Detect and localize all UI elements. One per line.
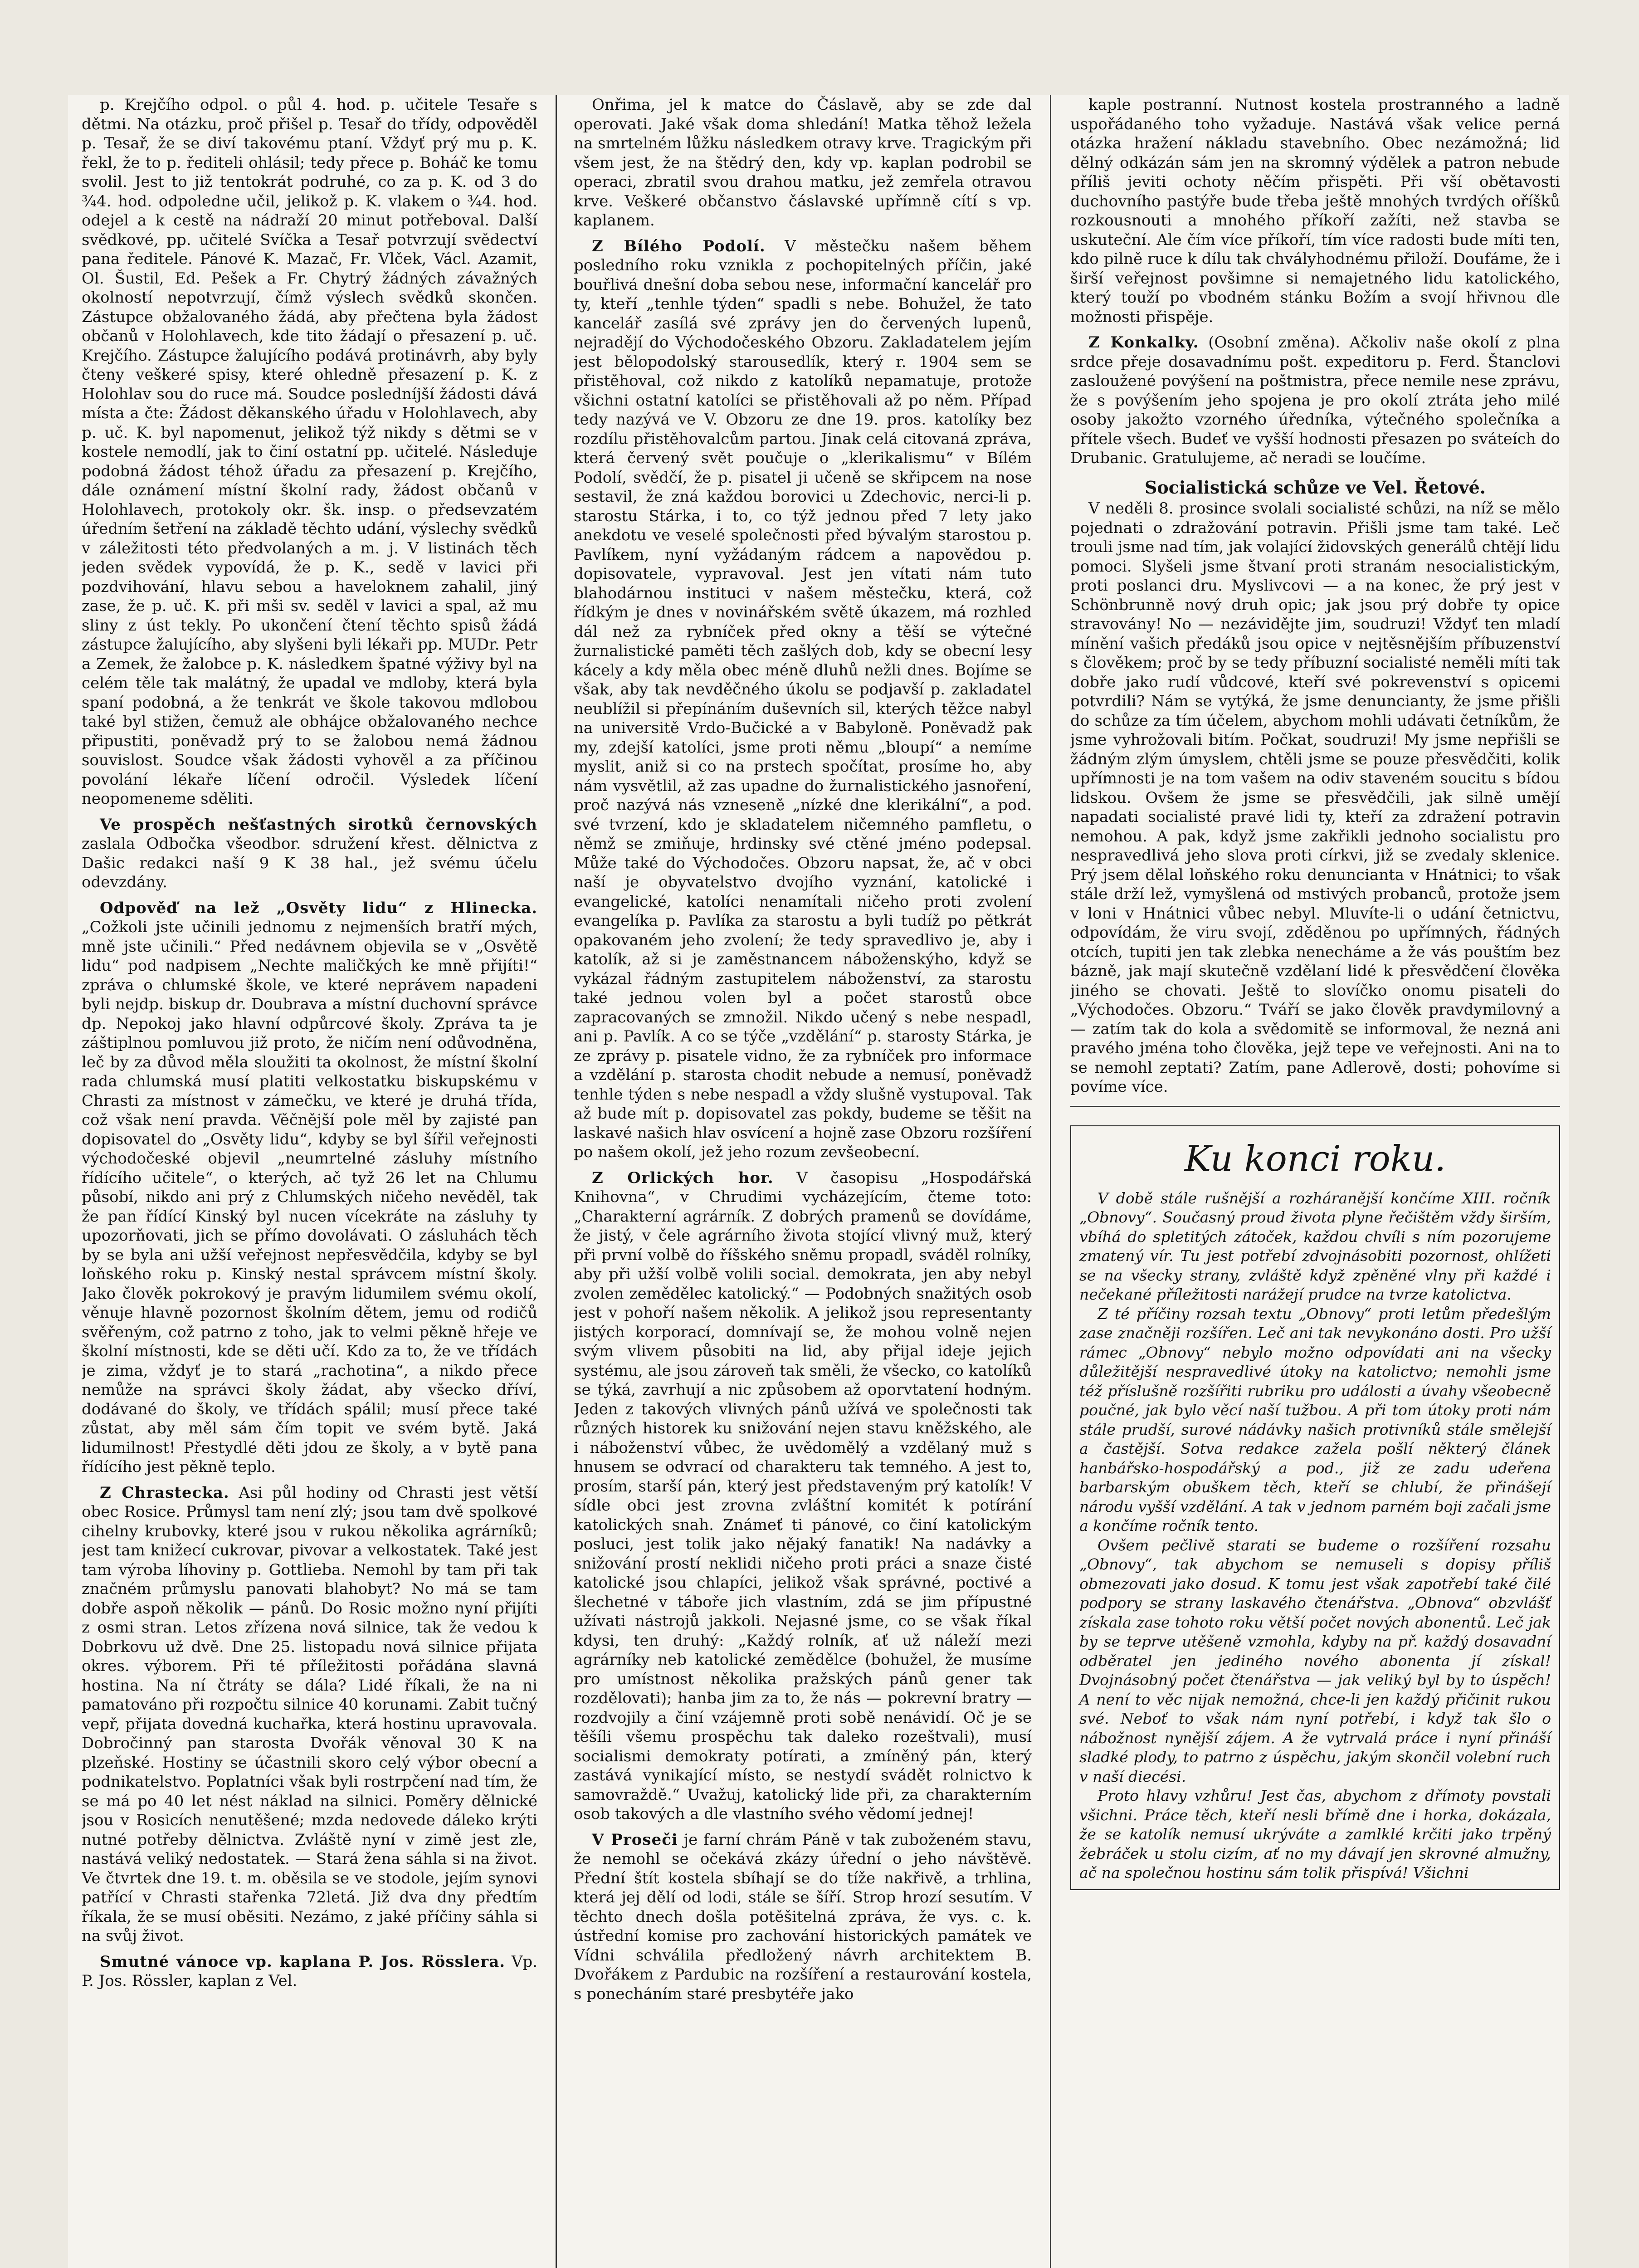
editorial-paragraph: Proto hlavy vzhůru! Jest čas, abychom z dřímoty povstali všichni. Práce těch, kteří nesli břímě dne i horka, dokázala, že se katolík nemusí ukrýváte a zamlklé krčiti jako trpěný žebráček u stolu cizím, ať no my dávají jen skrovné almužny, ač na společnou hostinu sám tolik přispívá! Všichni <box>1079 1787 1551 1882</box>
column-divider-1 <box>556 95 557 2268</box>
editorial-paragraph: Ovšem pečlivě starati se budeme o rozšíření rozsahu „Obnovy“, tak abychom se nemuseli s dopisy příliš obmezovati jako dosud. K tomu jest však zapotřebí také čilé podpory se strany laskavého čtenářstva. „Obnova“ obzvlášť získala zase tohoto roku větší počet nových abonentů. Leč jak by se teprve utěšeně vzmohla, kdyby na př. každý dosavadní odběratel jen jediného nového abonenta jí získal! Dvojnásobný počet čtenářstva — jak veliký byl by to úspěch! A není to věc nijak nemožná, chce-li jen každý přičinit rukou své. Neboť to však nám nyní potřebí, i když tak šlo o nábožnost nynější zájem. A že vytrvalá práce i nyní přináší sladké plody, to patrno z úspěchu, jakým skončil volební ruch v naší diecési. <box>1079 1536 1551 1785</box>
article-paragraph <box>82 815 537 892</box>
article-paragraph <box>1070 333 1560 468</box>
article-paragraph <box>574 1168 1032 1824</box>
article-paragraph: Onřima, jel k matce do Čáslavě, aby se zde dal operovati. Jaké však doma shledání! Matka těhož ležela na smrtelném lůžku následkem otravy krve. Tragickým při všem jest, že na štědrý den, kdy vp. kaplan podrobil se operaci, zbratil svou drahou matku, jež zemřela otravou krve. Veškeré občanstvo čáslavské upřímně cítí s vp. kaplanem. <box>574 96 1032 230</box>
editorial-box <box>1070 1125 1560 1890</box>
column-divider-2 <box>1050 95 1051 2268</box>
article-paragraph: p. Krejčího odpol. o půl 4. hod. p. učitele Tesaře s dětmi. Na otázku, proč přišel p. Tesař do třídy, odpověděl p. Tesař, že se diví takovému ptaní. Vždyť prý mu p. K. řekl, že to p. řediteli ohlásil; tedy přece p. Boháč ke tomu svolil. Jest to již tentokrát podruhé, co za p. K. od 3 do ¾4. hod. odpoledne učil, jelikož p. K. vlakem o ¾4. hod. odejel a k cestě na nádraží 20 minut potřeboval. Další svědkové, pp. učitelé Svíčka a Tesař potvrzují svědectví pana ředitele. Pánové K. Mazač, Fr. Vlček, Václ. Azamit, Ol. Šustil, Ed. Pešek a Fr. Chytrý žádných závažných okolností nepotvrzují, čímž výslech svědků skončen. Zástupce obžalovaného žádá, aby přečtena byla žádost občanů v Holohlavech, kde tito žádají o přesazení p. uč. Krejčího. Zástupce žalujícího podává protinávrh, aby byly čteny veškeré spisy, které ohledně přesazení p. K. z Holohlav sou do ruce má. Soudce posledníjší žádosti dává místa a čte: Žádost děkanského úřadu v Holohlavech, aby p. uč. K. byl napomenut, jelikož týž nikdy s dětmi se v kostele nemodlí, jak to činí ostatní pp. učitelé. Následuje podobná žádost téhož úřadu za přesazení p. Krejčího, dále oznámení místní školní rady, žádost občanů v Holohlavech, protokoly okr. šk. insp. o předsevzatém úředním šetření na základě těchto udání, výslechy svědků v záležitosti této předvolaných a m. j. V listinách těch jeden svědek vypovídá, že p. K., sedě v lavici při pozdvihování, hlavu sebou a haveloknem zahalil, jiný zase, že p. uč. K. při mši sv. seděl v lavici a spal, až mu sliny z úst tekly. Po ukončení čtení těchto spisů žádá zástupce žalujícího, aby slyšeni byli lékaři pp. MUDr. Petr a Zemek, že žalobce p. K. následkem špatné výživy byl na celém těle tak malátný, že upadal ve mdloby, která byla spaní podobná, a že tenkrát ve škole takovou mdlobou také byl stižen, čemuž ale obhájce obžalovaného nechce připustiti, poněvadž prý to se žalobou nemá žádnou souvislost. Soudce však žádosti vyhověl a za příčinou povolání lékaře líčení odročil. Výsledek líčení neopomeneme sděliti. <box>82 96 537 808</box>
article-paragraph: kaple postranní. Nutnost kostela prostranného a ladně uspořádaného toho vyžaduje. Nastává však velice perná otázka hražení nákladu stavebního. Obec nezámožná; lid dělný odkázán sám jen na skromný výdělek a patron nebude příliš jeviti ochoty něčím přispěti. Při vší obětavosti duchovního pastýře bude třeba ještě mnohých tvrdých oříšků rozkousnouti a mnohého příkoří zažíti, než stavba se uskuteční. Ale čím více příkoří, tím více radosti bude míti ten, kdo pilně ruce k dílu tak chvályhodnému přiloží. Doufáme, že i širší veřejnost povšimne si nemajetného lidu katolického, který touží po vbodném stánku Božím a svojí hřivnou dle možnosti přispěje. <box>1070 96 1560 326</box>
column-right <box>1070 95 1560 2268</box>
article-headline: Z Bílého Podolí. <box>592 237 766 255</box>
article-headline: Odpověď na lež „Osvěty lidu“ z Hlinecka. <box>100 899 537 917</box>
article-text: V městečku našem během posledního roku vznikla z pochopitelných příčin, jaké bouřlivá dnešní doba sebou nese, informační kancelář pro ty, kteří „tenhle týden“ spadli s nebe. Bohužel, že tato kancelář zasílá své zprávy jen do červených lupenů, nejradějí do Východočeského Obzoru. Zakladatelem jejím jest bělopodolský starousedlík, který r. 1904 sem se přistěhoval, což nikdo z katolíků nepamatuje, protože všichni ostatní katolíci se přistěhovali až po něm. Případ tedy nazývá ve V. Obzoru ze dne 19. pros. katolíky bez rozdílu přistěhovalcům partou. Jinak celá citovaná zpráva, která červený svět poučuje o „klerikalismu“ v Bílém Podolí, svědčí, že p. pisatel ji učeně se skřipcem na nose sestavil, že zná každou borovici u Zdechovic, nerci-li p. starostu Stárka, i to, co týž jednou před 7 lety jako anekdotu ve veselé společnosti před bývalým starostou p. Pavlíkem, nyní vyžádaným rádcem a napovědou p. dopisovatele, vypravoval. Jest jen vítati nám tuto blahodárnou instituci v našem městečku, která, což řídkým je dnes v novinářském světě úkazem, má rozhled dál než za rybníček před okny a těší se výtečné žurnalistické paměti těch zašlých dob, kdy se obecní lesy kácely a kdy měla obec méně dluhů nežli dnes. Bojíme se však, aby tak nevděčného úkolu se podjavší p. zakladatel neublížil si přepínáním duševních sil, kterých těžce nabyl na universitě Vrdo-Bučické a v Babyloně. Poněvadž pak my, zdejší katolíci, jsme proti němu „bloupí“ a nemíme myslit, aniž si co na prstech spočítat, prosíme ho, aby nám vysvětlil, až zas upadne do žurnalistického jasnoření, proč nazývá nás vzneseně „nízké dne klerikální“, a pod. své tvrzení, kdo je skladatelem ničemného pamfletu, o němž se zmiňuje, hrdinsky své ctěné jméno podepsal. Může také do Východočes. Obzoru napsat, že, ač v obci naší je obyvatelstvo dvojího vyznání, katolické i evangelické, katolíci nenamítali ničeho proti zvolení evangelíka p. Pavlíka za starostu a byli tudíž po pětkrát opakovaném jeho zvolení; že tedy spravedlivo je, aby i katolík, až si je zaměstnancem náboženskýho, když se vykázal řádným zastupitelem náboženství, za starostu také jednou volen byl a počet starostů obce zapracovaných se zmnožil. Nikdo učený s nebe nespadl, ani p. Pavlík. A co se týče „vzdělání“ p. starosty Stárka, je ze zprávy p. pisatele vidno, že za rybníček pro informace a vzdělání p. starosta chodit nebude a nemusí, poněvadž tenhle týden s nebe nespadl a vždy slušně vystupoval. Tak až bude mít p. dopisovatel zas pokdy, budeme se těšit na laskavé našich hlav osvícení a hojně zase Obzoru rozšíření po našem okolí, jež jeho rozum zevšeobecní. <box>574 237 1032 1161</box>
section-rule <box>1070 1106 1560 1107</box>
article-headline: Ve prospěch nešťastných sirotků černovských <box>100 815 537 834</box>
article-text: Vp. P. Jos. Rössler, kaplan z Vel. <box>82 1952 537 1990</box>
article-headline: Socialistická schůze ve Vel. Řetové. <box>1144 477 1486 498</box>
article-text: V časopisu „Hospodářská Knihovna“, v Chrudimi vycházejícím, čteme toto: „Charakterní agrárník. Z dobrých pramenů se dovídáme, že jistý, v čele agrárního života stojící vlivný muž, který při první volbě do říšského sněmu propadl, sváděl rolníky, aby při užší volbě volili social. demokrata, jen aby nebyl zvolen zemědělec katolický.“ — Podobných snažitých osob jest v pohoří našem několik. A jelikož jsou representanty jistých korporací, domnívají se, že mohou volně nejen svým vlivem působiti na lid, aby přijal ideje jejich systému, ale jsou zároveň tak směli, že všecko, co katolíků se týká, zavrhují a nic způsobem až oporvtatení hodným. Jeden z takových vlivných pánů užívá ve společnosti tak různých historek ku snižování nejen stavu kněžského, ale i náboženství vůbec, že uvědomělý a vzdělaný muž s hnusem se odvrací od charakteru tak temného. A jest to, prosím, starší pán, který jest představeným prý katolík! V sídle obci jest zrovna zvláštní komitét k potírání katolických snah. Známeť ti pánové, co činí katolickým posluci, jest tolik jako nějaký fanatik! Na nadávky a snižování prostí neklidi ničeho proti práci a snaze čisté katolické jsou chlapíci, jelikož však správné, poctivé a šlechetné v táboře jich vlastním, zdá se jim přípustné užívati nástrojů jakkoli. Nejasné jsme, co se však říkal kdysi, ten druhý: „Každý rolník, ať už náleží mezi agrárníky neb katolické zemědělce (bohužel, že musíme pro umístnost několika pražských pánů gener tak rozdělovati); hanba jim za to, že nás — pokrevní bratry — rozdvojily a činí vzájemně proti sobě nenávidí. Oč je se těšíli všemu prospěchu tak daleko rozeštvali), musí socialismi demokraty potírati, a zmíněný pán, který zastává vynikající místo, se nestydí svádět rolnictvo k samovraždě.“ Uvažuj, katolický lide při, za charakterním osob takových a dle vlastního svého vědomí jednej! <box>574 1168 1032 1823</box>
article-text: „Cožkoli jste učinili jednomu z nejmenších bratří mých, mně jste učinili.“ Před nedávnem objevila se v „Osvětě lidu“ pod nadpisem „Nechte maličkých ke mně přijíti!“ zpráva o chlumské škole, ve které neprávem napadeni byli nejdp. biskup dr. Doubrava a místní duchovní správce dp. Nepokoj jako hlavní odpůrcové školy. Zpráva ta je záštiplnou pomluvou již proto, že ničím není odůvodněna, leč by za důvod měla sloužiti ta okolnost, že místní školní rada chlumská musí platiti velkostatku biskupskému v Chrasti za místnost v zámečku, ve které je druhá třída, což však není pravda. Věčnější pole měl by zajisté pan dopisovatel do „Osvěty lidu“, kdyby se byl šířil veřejnosti východočeské objevil „neumrtelné zásluhy místního řídícího učitele“, o kterých, ač tyž 26 let na Chlumu působí, nikdo ani prý z Chlumských ničeho nevěděl, tak že pan řídící Kinský byl nucen vícekráte na zásluhy ty upozorňovati, jich se přímo dovolávati. O zásluhách těch by se byla ani užší veřejnost nepřesvědčila, kdyby se byl loňského roku p. Kinský nestal správcem místní školy. Jako člověk pokrokový je pravým lidumilem svému okolí, věnuje hlavně pozornost školním dětem, jemu od rodičů svěřeným, což patrno z toho, jak to velmi pěkně hřeje ve školní místnosti, kde se děti učí. Kdo za to, že ve třídách je zima, vždyť je to stará „rachotina“, a nikdo přece nemůže na správci školy žádat, aby všecko dříví, dodávané do školy, ve třídách spálil; musí přece také zůstat, aby měl sám čím topit ve svém bytě. Jaká lidumilnost! Přestydlé děti jdou ze školy, a v bytě pana řídícího jest pěkně teplo. <box>82 918 537 1476</box>
editorial-paragraph: V době stále rušnější a rozháranější končíme XIII. ročník „Obnovy“. Současný proud života plyne řečištěm vždy širším, vbíhá do spletitých zátoček, každou chvíli s ním pozorujeme zmatený vír. Tu jest potřebí zdvojnásobiti pozornost, ohlížeti se na všecky strany, zvláště když zpěněné vlny při každé i nečekané příležitosti narážejí prudce na tvrze katolictva. <box>1079 1189 1551 1303</box>
article-paragraph <box>574 237 1032 1162</box>
article-paragraph <box>574 1830 1032 2004</box>
article-text: zaslala Odbočka všeodbor. sdružení křest. dělnictva z Dašic redakci naší 9 K 38 hal., jež svému účelu odevzdány. <box>82 835 537 891</box>
editorial-title: Ku konci roku. <box>1184 1138 1446 1179</box>
article-paragraph <box>82 1483 537 1946</box>
article-text: Asi půl hodiny od Chrasti jest větší obec Rosice. Průmysl tam není zlý; jsou tam dvě spolkové cihelny krubovky, které jsou v rukou několika agrárníků; jest tam knižecí cukrovar, pivovar a velkostatek. Také jest tam výroba líhoviny p. Gottlieba. Nemohl by tam při tak značném průmyslu panovati blahobyt? No má se tam dobře aspoň několik — pánů. Do Rosic možno nyní přijíti z osmi stran. Letos zřízena nová silnice, tak že vedou k Dobrkovu už dvě. Dne 25. listopadu nová silnice přijata okres. výborem. Při té příležitosti pořádána slavná hostina. Na ní čtráty se dála? Lidé říkali, že na ni pamatováno při rozpočtu silnice 40 korunami. Zabit tučný vepř, přijata dovedná kuchařka, která hostinu upravovala. Dobročinný pan starosta Dvořák věnoval 30 K na plzeňské. Hostiny se účastnili skoro celý výbor obecní a podnikatelstvo. Poplatníci však byli rostrpčení nad tím, že se má po 40 let nést náklad na silnici. Poměry dělnické jsou v Rosicích nenutěšené; mzda nedovede dáleko krýti nutné potřeby dělnictva. Zvláště nyní v zimě jest zle, nastává veliký nedostatek. — Stará žena sáhla si na život. Ve čtvrtek dne 19. t. m. oběsila se ve stodole, jejím synovi patřící v Chrasti stařenka 72letá. Již dva dny předtím říkala, že se musí oběsiti. Nezámo, z jaké příčiny sáhla si na svůj život. <box>82 1483 537 1945</box>
article-paragraph <box>82 1952 537 1991</box>
article-headline: Z Orlických hor. <box>592 1168 774 1187</box>
article-headline: Z Konkalky. <box>1088 333 1199 352</box>
article-headline: Z Chrastecka. <box>100 1483 229 1502</box>
article-paragraph: V neděli 8. prosince svolali socialisté schůzi, na níž se mělo pojednati o zdražování potravin. Přišli jsme tam také. Leč trouli jsme nad tím, jak volající židovských generálů chtějí lidu pomoci. Slyšeli jsme štvaní proti stranám nesocialistickým, proti poslanci dru. Myslivcovi — a na konec, že prý jest v Schönbrunně nový druh opic; jak jsou prý dobře ty opice stravovány! No — nezávidějte jim, soudruzi! Vždyť ten mladí mínění vašich předáků jsou opice v nejtěsnějším příbuzenství s člověkem; proč by se tedy příbuzní socialisté neměli míti tak dobře jako rudí vůdcové, kteří své pokrevenství s opicemi potvrdili? Nám se vytýká, že jsme denuncianty, že jsme přišli do schůze za tím účelem, abychom mohli udávati četníkům, že jsme vyhrožovali bitím. Počkat, soudruzi! My jsme nepřišli se žádným zlým úmyslem, chtěli jsme se pouze přesvědčiti, kolik upřímnosti je na tom vašem na odiv staveném soucitu s bídou lidskou. Ovšem že jsme se přesvědčili, jak silně umějí napadati socialisté pravé lidi ty, kteří za zdražení potravin nemohou. A pak, když jsme zakřikli jednoho socialistu pro nespravedlivá jeho slova proti církvi, již se zvedaly sklenice. Prý jsem dělal loňského roku denuncianta v Hnátnici; to však stále drží lež, vymyšlená od mstivých probanců, protože jsem v loni v Hnátnici vůbec nebyl. Mluvíte-li o udání četnictvu, odpovídám, že viru svojí, zděděnou po upřímných, řádných otcích, tupiti jen tak zlebka nenecháme a že vás pouštím bez bázně, jak mají skutečně vzdělaní lidé k přesvědčení člověka jiného se chovati. Ještě to slovíčko onomu pisateli do „Východočes. Obzoru.“ Tváří se jako člověk pravdymilovný a — zatím tak do kola a svědomitě se informoval, že nezná ani pravého jména toho člověka, jejž tepe ve veřejnosti. Ani na to se nemohl zeptati? Zatím, pane Adlerově, dosti; pohovíme si povíme více. <box>1070 499 1560 1096</box>
column-middle <box>574 95 1032 2268</box>
article-text: je farní chrám Páně v tak zuboženém stavu, že nemohl se očekává zkázy úřední o jeho návštěvě. Přední štít kostela sbíhají se do tíže nakřivě, a trhlina, která jej dělí od lodi, stále se šíří. Strop hrozí sesutím. V těchto dnech došla potěšitelná zpráva, že vys. c. k. ústřední komise pro zachování historických památek ve Vídni schválila předložený návrh architektem B. Dvořákem z Pardubic na rozšíření a restaurování kostela, s ponecháním staré presbytéře jako <box>574 1830 1032 2003</box>
article-paragraph <box>82 899 537 1477</box>
article-text: (Osobní změna). Ačkoliv naše okolí z plna srdce přeje dosavadnímu pošt. expeditoru p. Ferd. Štanclovi zasloužené povýšení na poštmistra, přece nemile nese zprávu, že s povýšením jeho spojena je pro okolí ztráta jeho milé osoby jakožto vzorného úředníka, výtečného společníka a přítele všech. Budeť ve vyšší hodnosti přesazen po sváteích do Drubanic. Gratulujeme, ač neradi se loučíme. <box>1070 333 1560 467</box>
newspaper-page <box>68 95 1569 2268</box>
article-headline: Smutné vánoce vp. kaplana P. Jos. Rösslera. <box>100 1952 506 1971</box>
article-headline: V Proseči <box>592 1830 678 1849</box>
column-left <box>82 95 537 2268</box>
editorial-paragraph: Z té příčiny rozsah textu „Obnovy“ proti letům předešlým zase značněji rozšířen. Leč ani tak nevykonáno dosti. Pro užší rámec „Obnovy“ nebylo možno odpovídati ani na všecky důležitější nespravedlivé útoky na katolictvo; nemohli jsme též příslušně rozšířiti rubriku pro události a úvahy všeobecně poučné, jak bylo věcí naší tužbou. A při tom útoky proti nám stále prudší, surové nádávky našich protivníků stále smělejší a častější. Sotva redakce zažela pošlí některý článek hanbářsko-hospodářský a pod., již ze zadu udeřena barbarským obuškem těch, kteří se chlubí, že přinášejí národu vyšší vzdělání. A tak v jednom parném boji začali jsme a končíme ročník tento. <box>1079 1305 1551 1535</box>
